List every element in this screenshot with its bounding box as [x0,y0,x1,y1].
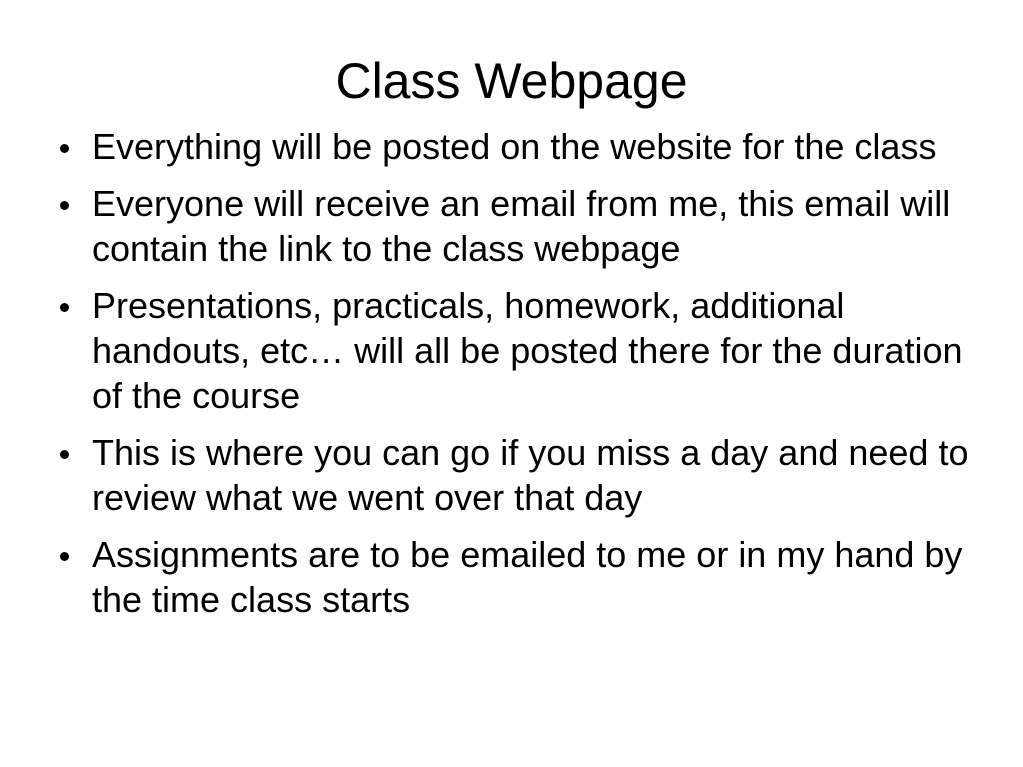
bullet-item [56,124,976,169]
bullet-list [56,124,976,634]
bullet-item [56,430,976,520]
bullet-text: Presentations, practicals, homework, additional handouts, etc… will all be posted there for the duration of the course [92,285,963,416]
bullet-text: Assignments are to be emailed to me or in my hand by the time class starts [92,534,963,620]
bullet-item [56,283,976,418]
bullet-text: Everyone will receive an email from me, this email will contain the link to the class webpage [92,183,951,269]
bullet-item [56,532,976,622]
bullet-dot-icon [60,201,69,210]
bullet-text: Everything will be posted on the website for the class [92,126,937,167]
bullet-dot-icon [60,144,69,153]
bullet-text: This is where you can go if you miss a day and need to review what we went over that day [92,432,969,518]
bullet-item [56,181,976,271]
slide-title: Class Webpage [335,53,688,109]
bullet-dot-icon [60,303,69,312]
bullet-dot-icon [60,450,69,459]
bullet-dot-icon [60,552,69,561]
